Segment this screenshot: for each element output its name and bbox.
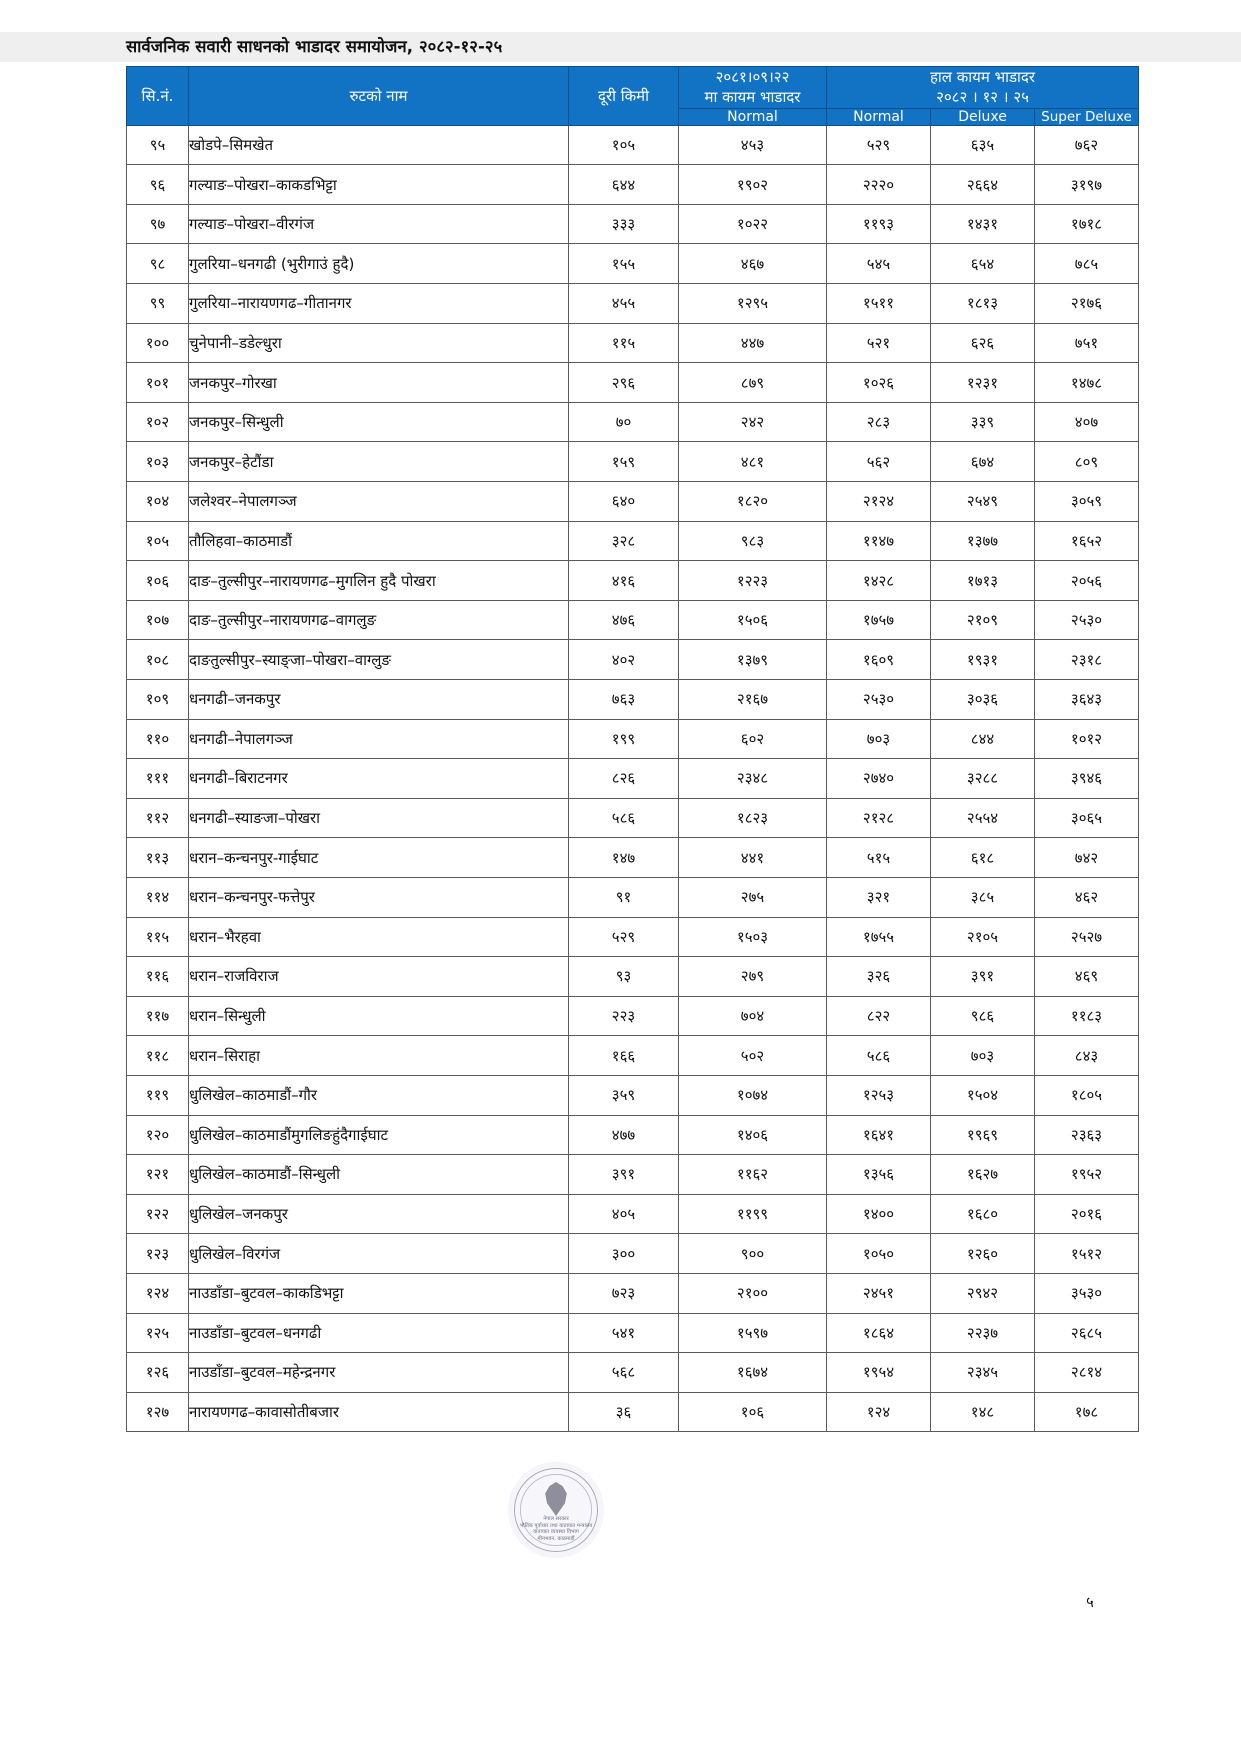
row-new-deluxe-fare: २३४५: [931, 1353, 1035, 1393]
row-route-name: दाङतुल्सीपुर–स्याङ्जा–पोखरा–वाग्लुङ: [189, 640, 569, 680]
table-row: [127, 442, 1139, 482]
row-new-super-deluxe-fare: ३०५९: [1035, 482, 1139, 522]
row-route-name: धनगढी–स्याङजा–पोखरा: [189, 798, 569, 838]
row-serial-number: १२०: [127, 1115, 189, 1155]
row-route-name: धुलिखेल–काठमाडौंमुगलिङहुंदैगाईघाट: [189, 1115, 569, 1155]
government-seal-icon: [508, 1462, 604, 1558]
table-row: [127, 1155, 1139, 1195]
row-old-normal-fare: १३७९: [679, 640, 827, 680]
row-old-normal-fare: १२२३: [679, 561, 827, 601]
row-new-super-deluxe-fare: ७६२: [1035, 125, 1139, 165]
row-route-name: गल्याङ–पोखरा–काकडभिट्टा: [189, 165, 569, 205]
row-new-deluxe-fare: ७०३: [931, 1036, 1035, 1076]
row-old-normal-fare: ८७९: [679, 363, 827, 403]
row-old-normal-fare: ४४७: [679, 323, 827, 363]
row-new-normal-fare: २१२४: [827, 482, 931, 522]
row-new-deluxe-fare: १३७७: [931, 521, 1035, 561]
row-old-normal-fare: ४६७: [679, 244, 827, 284]
row-distance: ५४१: [569, 1313, 679, 1353]
row-serial-number: ११३: [127, 838, 189, 878]
row-serial-number: १२६: [127, 1353, 189, 1393]
table-row: [127, 1115, 1139, 1155]
table-row: [127, 323, 1139, 363]
row-new-super-deluxe-fare: ७४२: [1035, 838, 1139, 878]
row-route-name: धुलिखेल–जनकपुर: [189, 1194, 569, 1234]
row-new-super-deluxe-fare: ३१९७: [1035, 165, 1139, 205]
row-serial-number: १०५: [127, 521, 189, 561]
seal-text: [508, 1516, 604, 1542]
row-old-normal-fare: १५९७: [679, 1313, 827, 1353]
row-route-name: नाउडाँडा–बुटवल–महेन्द्रनगर: [189, 1353, 569, 1393]
row-route-name: धुलिखेल–काठमाडौं–गौर: [189, 1075, 569, 1115]
row-old-normal-fare: ११९९: [679, 1194, 827, 1234]
row-new-deluxe-fare: ३३९: [931, 402, 1035, 442]
table-row: [127, 482, 1139, 522]
row-old-normal-fare: ११६२: [679, 1155, 827, 1195]
row-distance: ४५५: [569, 284, 679, 324]
table-row: [127, 640, 1139, 680]
row-old-normal-fare: ५०२: [679, 1036, 827, 1076]
row-new-super-deluxe-fare: ११८३: [1035, 996, 1139, 1036]
row-serial-number: १०४: [127, 482, 189, 522]
row-distance: ६४०: [569, 482, 679, 522]
row-route-name: तौलिहवा–काठमाडौं: [189, 521, 569, 561]
table-row: [127, 759, 1139, 799]
old-fare-date: २०८१।०९।२२: [715, 68, 790, 86]
table-row: [127, 1313, 1139, 1353]
row-distance: ५६८: [569, 1353, 679, 1393]
row-serial-number: ११५: [127, 917, 189, 957]
row-distance: ७२३: [569, 1273, 679, 1313]
table-header: [127, 67, 1139, 126]
table-row: [127, 798, 1139, 838]
row-new-deluxe-fare: २६६४: [931, 165, 1035, 205]
row-distance: १४७: [569, 838, 679, 878]
row-new-deluxe-fare: १९३१: [931, 640, 1035, 680]
row-new-deluxe-fare: ३८५: [931, 877, 1035, 917]
row-distance: ३२८: [569, 521, 679, 561]
row-route-name: नाउडाँडा–बुटवल–काकडिभट्टा: [189, 1273, 569, 1313]
row-new-super-deluxe-fare: १०१२: [1035, 719, 1139, 759]
row-new-super-deluxe-fare: २५२७: [1035, 917, 1139, 957]
row-new-normal-fare: ११९३: [827, 204, 931, 244]
page-title: सार्वजनिक सवारी साधनको भाडादर समायोजन, २०८२-१२-२५: [126, 37, 503, 56]
row-old-normal-fare: १५०३: [679, 917, 827, 957]
row-new-super-deluxe-fare: ८०९: [1035, 442, 1139, 482]
column-group-old-fare: [679, 67, 827, 109]
table-row: [127, 521, 1139, 561]
row-new-super-deluxe-fare: २८१४: [1035, 1353, 1139, 1393]
row-new-normal-fare: १२५३: [827, 1075, 931, 1115]
row-new-normal-fare: १६०९: [827, 640, 931, 680]
row-route-name: धरान–सिराहा: [189, 1036, 569, 1076]
row-route-name: जलेश्वर–नेपालगञ्ज: [189, 482, 569, 522]
row-new-deluxe-fare: १९६९: [931, 1115, 1035, 1155]
row-new-normal-fare: १७५७: [827, 600, 931, 640]
row-new-super-deluxe-fare: १७१८: [1035, 204, 1139, 244]
row-route-name: जनकपुर–सिन्धुली: [189, 402, 569, 442]
row-new-deluxe-fare: ८४४: [931, 719, 1035, 759]
row-distance: ४०२: [569, 640, 679, 680]
row-new-deluxe-fare: १४८: [931, 1392, 1035, 1432]
row-distance: ३६: [569, 1392, 679, 1432]
row-serial-number: १०२: [127, 402, 189, 442]
row-new-deluxe-fare: ३०३६: [931, 680, 1035, 720]
row-route-name: धनगढी–नेपालगञ्ज: [189, 719, 569, 759]
row-serial-number: ९५: [127, 125, 189, 165]
row-route-name: धनगढी–बिराटनगर: [189, 759, 569, 799]
row-serial-number: ९९: [127, 284, 189, 324]
row-new-deluxe-fare: ६७४: [931, 442, 1035, 482]
table-row: [127, 363, 1139, 403]
row-old-normal-fare: १८२३: [679, 798, 827, 838]
row-serial-number: १०६: [127, 561, 189, 601]
row-new-deluxe-fare: २१०९: [931, 600, 1035, 640]
row-old-normal-fare: १६७४: [679, 1353, 827, 1393]
row-old-normal-fare: १०६: [679, 1392, 827, 1432]
row-serial-number: १०९: [127, 680, 189, 720]
row-new-super-deluxe-fare: २१७६: [1035, 284, 1139, 324]
table-row: [127, 1353, 1139, 1393]
row-distance: ३००: [569, 1234, 679, 1274]
row-old-normal-fare: २४२: [679, 402, 827, 442]
row-new-normal-fare: ३२१: [827, 877, 931, 917]
table-row: [127, 838, 1139, 878]
row-route-name: धरान–कन्चनपुर-फत्तेपुर: [189, 877, 569, 917]
row-serial-number: ११९: [127, 1075, 189, 1115]
row-route-name: दाङ–तुल्सीपुर–नारायणगढ–मुगलिन हुदै पोखरा: [189, 561, 569, 601]
row-new-deluxe-fare: १४३१: [931, 204, 1035, 244]
seal-line-3: यातायात व्यवस्था विभाग: [533, 1529, 579, 1535]
seal-line-1: नेपाल सरकार: [543, 1516, 569, 1522]
column-header-old-normal: Normal: [679, 108, 827, 125]
row-new-deluxe-fare: ३९१: [931, 957, 1035, 997]
row-old-normal-fare: १२९५: [679, 284, 827, 324]
table-row: [127, 877, 1139, 917]
row-new-normal-fare: १२४: [827, 1392, 931, 1432]
row-new-normal-fare: ५१५: [827, 838, 931, 878]
table-row: [127, 1075, 1139, 1115]
table-row: [127, 1194, 1139, 1234]
row-distance: ४७७: [569, 1115, 679, 1155]
row-distance: ३९१: [569, 1155, 679, 1195]
row-old-normal-fare: ४५३: [679, 125, 827, 165]
column-header-new-super-deluxe: Super Deluxe: [1035, 108, 1139, 125]
row-new-super-deluxe-fare: ४६९: [1035, 957, 1139, 997]
row-distance: ११५: [569, 323, 679, 363]
row-serial-number: १००: [127, 323, 189, 363]
row-new-normal-fare: १८६४: [827, 1313, 931, 1353]
row-old-normal-fare: २१००: [679, 1273, 827, 1313]
row-new-normal-fare: ३२६: [827, 957, 931, 997]
row-distance: ८२६: [569, 759, 679, 799]
row-new-normal-fare: २५३०: [827, 680, 931, 720]
old-fare-caption: मा कायम भाडादर: [704, 88, 801, 107]
row-new-super-deluxe-fare: १४७८: [1035, 363, 1139, 403]
row-serial-number: १०३: [127, 442, 189, 482]
table-row: [127, 680, 1139, 720]
row-serial-number: १२५: [127, 1313, 189, 1353]
table-row: [127, 402, 1139, 442]
row-serial-number: १११: [127, 759, 189, 799]
row-old-normal-fare: १८२०: [679, 482, 827, 522]
fare-table-container: [126, 66, 1138, 1432]
row-old-normal-fare: ४८१: [679, 442, 827, 482]
table-row: [127, 244, 1139, 284]
table-row: [127, 957, 1139, 997]
row-old-normal-fare: १४०६: [679, 1115, 827, 1155]
row-new-deluxe-fare: ६३५: [931, 125, 1035, 165]
table-body: [127, 125, 1139, 1432]
row-new-deluxe-fare: ३२८८: [931, 759, 1035, 799]
row-new-deluxe-fare: १२३१: [931, 363, 1035, 403]
row-distance: ६४४: [569, 165, 679, 205]
row-distance: ७०: [569, 402, 679, 442]
table-row: [127, 1036, 1139, 1076]
table-row: [127, 204, 1139, 244]
row-new-super-deluxe-fare: ३९४६: [1035, 759, 1139, 799]
row-new-normal-fare: ८२२: [827, 996, 931, 1036]
row-new-normal-fare: २२२०: [827, 165, 931, 205]
row-new-normal-fare: १९५४: [827, 1353, 931, 1393]
row-route-name: धरान–कन्चनपुर-गाईघाट: [189, 838, 569, 878]
row-new-normal-fare: १५११: [827, 284, 931, 324]
row-route-name: धरान–सिन्धुली: [189, 996, 569, 1036]
row-distance: १९९: [569, 719, 679, 759]
row-new-normal-fare: ५६२: [827, 442, 931, 482]
row-distance: १५९: [569, 442, 679, 482]
row-route-name: जनकपुर–गोरखा: [189, 363, 569, 403]
row-new-normal-fare: २७४०: [827, 759, 931, 799]
row-new-super-deluxe-fare: २३६३: [1035, 1115, 1139, 1155]
row-new-normal-fare: १३५६: [827, 1155, 931, 1195]
row-new-super-deluxe-fare: ३६४३: [1035, 680, 1139, 720]
row-route-name: चुनेपानी–डडेल्धुरा: [189, 323, 569, 363]
table-row: [127, 165, 1139, 205]
row-serial-number: ११७: [127, 996, 189, 1036]
row-new-normal-fare: २८३: [827, 402, 931, 442]
row-serial-number: १०८: [127, 640, 189, 680]
table-row: [127, 600, 1139, 640]
row-new-deluxe-fare: १८१३: [931, 284, 1035, 324]
row-old-normal-fare: १५०६: [679, 600, 827, 640]
table-row: [127, 719, 1139, 759]
row-serial-number: ९७: [127, 204, 189, 244]
row-route-name: नारायणगढ–कावासोतीबजार: [189, 1392, 569, 1432]
row-new-normal-fare: ११४७: [827, 521, 931, 561]
row-new-normal-fare: ५२९: [827, 125, 931, 165]
row-route-name: दाङ–तुल्सीपुर–नारायणगढ–वागलुङ: [189, 600, 569, 640]
row-route-name: धुलिखेल–काठमाडौं–सिन्धुली: [189, 1155, 569, 1195]
row-route-name: नाउडाँडा–बुटवल–धनगढी: [189, 1313, 569, 1353]
new-fare-date: २०८२ । १२ । २५: [936, 88, 1029, 107]
row-new-deluxe-fare: २५४९: [931, 482, 1035, 522]
row-distance: ७६३: [569, 680, 679, 720]
row-old-normal-fare: २३४८: [679, 759, 827, 799]
row-serial-number: ११८: [127, 1036, 189, 1076]
row-distance: २९६: [569, 363, 679, 403]
row-new-super-deluxe-fare: १५१२: [1035, 1234, 1139, 1274]
row-route-name: धरान–भैरहवा: [189, 917, 569, 957]
row-distance: ४७६: [569, 600, 679, 640]
row-old-normal-fare: ९००: [679, 1234, 827, 1274]
row-new-deluxe-fare: ९८६: [931, 996, 1035, 1036]
row-new-normal-fare: १७५५: [827, 917, 931, 957]
row-distance: ३३३: [569, 204, 679, 244]
row-new-super-deluxe-fare: ७५१: [1035, 323, 1139, 363]
row-new-deluxe-fare: ६५४: [931, 244, 1035, 284]
table-row: [127, 125, 1139, 165]
table-row: [127, 561, 1139, 601]
row-serial-number: ११४: [127, 877, 189, 917]
row-serial-number: १२१: [127, 1155, 189, 1195]
column-group-new-fare: [827, 67, 1139, 109]
row-new-deluxe-fare: १६२७: [931, 1155, 1035, 1195]
row-serial-number: १२७: [127, 1392, 189, 1432]
column-header-route: रुटको नाम: [189, 67, 569, 126]
row-serial-number: ११०: [127, 719, 189, 759]
row-route-name: धुलिखेल–विरगंज: [189, 1234, 569, 1274]
row-new-normal-fare: ५८६: [827, 1036, 931, 1076]
row-new-normal-fare: १४००: [827, 1194, 931, 1234]
column-header-sn: सि.नं.: [127, 67, 189, 126]
row-route-name: जनकपुर–हेटौंडा: [189, 442, 569, 482]
row-new-super-deluxe-fare: २५३०: [1035, 600, 1139, 640]
row-distance: ९३: [569, 957, 679, 997]
row-new-deluxe-fare: २५५४: [931, 798, 1035, 838]
row-new-super-deluxe-fare: १९५२: [1035, 1155, 1139, 1195]
row-serial-number: ११२: [127, 798, 189, 838]
row-new-super-deluxe-fare: ३५३०: [1035, 1273, 1139, 1313]
row-old-normal-fare: ४४१: [679, 838, 827, 878]
row-new-deluxe-fare: १६८०: [931, 1194, 1035, 1234]
table-row: [127, 1234, 1139, 1274]
row-route-name: खोडपे–सिमखेत: [189, 125, 569, 165]
row-serial-number: ११६: [127, 957, 189, 997]
row-new-deluxe-fare: २१०५: [931, 917, 1035, 957]
row-new-super-deluxe-fare: १६५२: [1035, 521, 1139, 561]
row-new-normal-fare: १४२८: [827, 561, 931, 601]
column-header-distance: दूरी किमी: [569, 67, 679, 126]
row-distance: १६६: [569, 1036, 679, 1076]
row-distance: ५८६: [569, 798, 679, 838]
page-number: ५: [1086, 1593, 1094, 1611]
row-new-normal-fare: ५२१: [827, 323, 931, 363]
row-serial-number: ९६: [127, 165, 189, 205]
row-new-normal-fare: २४५१: [827, 1273, 931, 1313]
row-new-deluxe-fare: ६१८: [931, 838, 1035, 878]
row-new-normal-fare: १०२६: [827, 363, 931, 403]
row-new-deluxe-fare: १२६०: [931, 1234, 1035, 1274]
row-route-name: गुलरिया–धनगढी (भुरीगाउं हुदै): [189, 244, 569, 284]
row-serial-number: १०७: [127, 600, 189, 640]
row-new-normal-fare: ५४५: [827, 244, 931, 284]
row-new-super-deluxe-fare: २३१८: [1035, 640, 1139, 680]
row-old-normal-fare: २७९: [679, 957, 827, 997]
row-old-normal-fare: ७०४: [679, 996, 827, 1036]
row-new-super-deluxe-fare: २०१६: [1035, 1194, 1139, 1234]
row-old-normal-fare: ६०२: [679, 719, 827, 759]
row-old-normal-fare: २७५: [679, 877, 827, 917]
seal-line-4: मीनभवन, काठमाडौं: [537, 1535, 575, 1542]
row-serial-number: १२३: [127, 1234, 189, 1274]
column-header-new-normal: Normal: [827, 108, 931, 125]
row-distance: ४१६: [569, 561, 679, 601]
row-new-normal-fare: १०५०: [827, 1234, 931, 1274]
table-row: [127, 1273, 1139, 1313]
row-distance: १५५: [569, 244, 679, 284]
row-distance: ५२९: [569, 917, 679, 957]
row-new-super-deluxe-fare: ३०६५: [1035, 798, 1139, 838]
seal-line-2: भौतिक पूर्वाधार तथा यातायात मन्त्रालय: [519, 1522, 593, 1529]
row-new-super-deluxe-fare: २०५६: [1035, 561, 1139, 601]
row-old-normal-fare: ९८३: [679, 521, 827, 561]
column-header-new-deluxe: Deluxe: [931, 108, 1035, 125]
row-new-super-deluxe-fare: १८०५: [1035, 1075, 1139, 1115]
table-row: [127, 1392, 1139, 1432]
table-row: [127, 284, 1139, 324]
row-new-normal-fare: २१२८: [827, 798, 931, 838]
row-distance: २२३: [569, 996, 679, 1036]
row-new-deluxe-fare: २२३७: [931, 1313, 1035, 1353]
row-old-normal-fare: १९०२: [679, 165, 827, 205]
row-route-name: धरान–राजविराज: [189, 957, 569, 997]
row-route-name: गल्याङ–पोखरा–वीरगंज: [189, 204, 569, 244]
row-distance: १०५: [569, 125, 679, 165]
row-route-name: धनगढी–जनकपुर: [189, 680, 569, 720]
row-new-deluxe-fare: ६२६: [931, 323, 1035, 363]
row-new-deluxe-fare: २९४२: [931, 1273, 1035, 1313]
row-route-name: गुलरिया–नारायणगढ–गीतानगर: [189, 284, 569, 324]
row-serial-number: १२४: [127, 1273, 189, 1313]
row-new-normal-fare: ७०३: [827, 719, 931, 759]
row-new-super-deluxe-fare: ४६२: [1035, 877, 1139, 917]
new-fare-caption: हाल कायम भाडादर: [929, 68, 1036, 86]
row-distance: ३५९: [569, 1075, 679, 1115]
row-old-normal-fare: १०२२: [679, 204, 827, 244]
row-new-normal-fare: १६४१: [827, 1115, 931, 1155]
fare-table: [126, 66, 1139, 1432]
row-new-super-deluxe-fare: ४०७: [1035, 402, 1139, 442]
row-distance: ४०५: [569, 1194, 679, 1234]
row-serial-number: ९८: [127, 244, 189, 284]
row-new-super-deluxe-fare: ८४३: [1035, 1036, 1139, 1076]
row-old-normal-fare: २१६७: [679, 680, 827, 720]
row-new-super-deluxe-fare: ७८५: [1035, 244, 1139, 284]
row-old-normal-fare: १०७४: [679, 1075, 827, 1115]
table-row: [127, 917, 1139, 957]
table-row: [127, 996, 1139, 1036]
row-new-deluxe-fare: १७१३: [931, 561, 1035, 601]
row-new-super-deluxe-fare: २६८५: [1035, 1313, 1139, 1353]
row-distance: ९१: [569, 877, 679, 917]
row-new-deluxe-fare: १५०४: [931, 1075, 1035, 1115]
row-serial-number: १२२: [127, 1194, 189, 1234]
row-serial-number: १०१: [127, 363, 189, 403]
row-new-super-deluxe-fare: १७८: [1035, 1392, 1139, 1432]
